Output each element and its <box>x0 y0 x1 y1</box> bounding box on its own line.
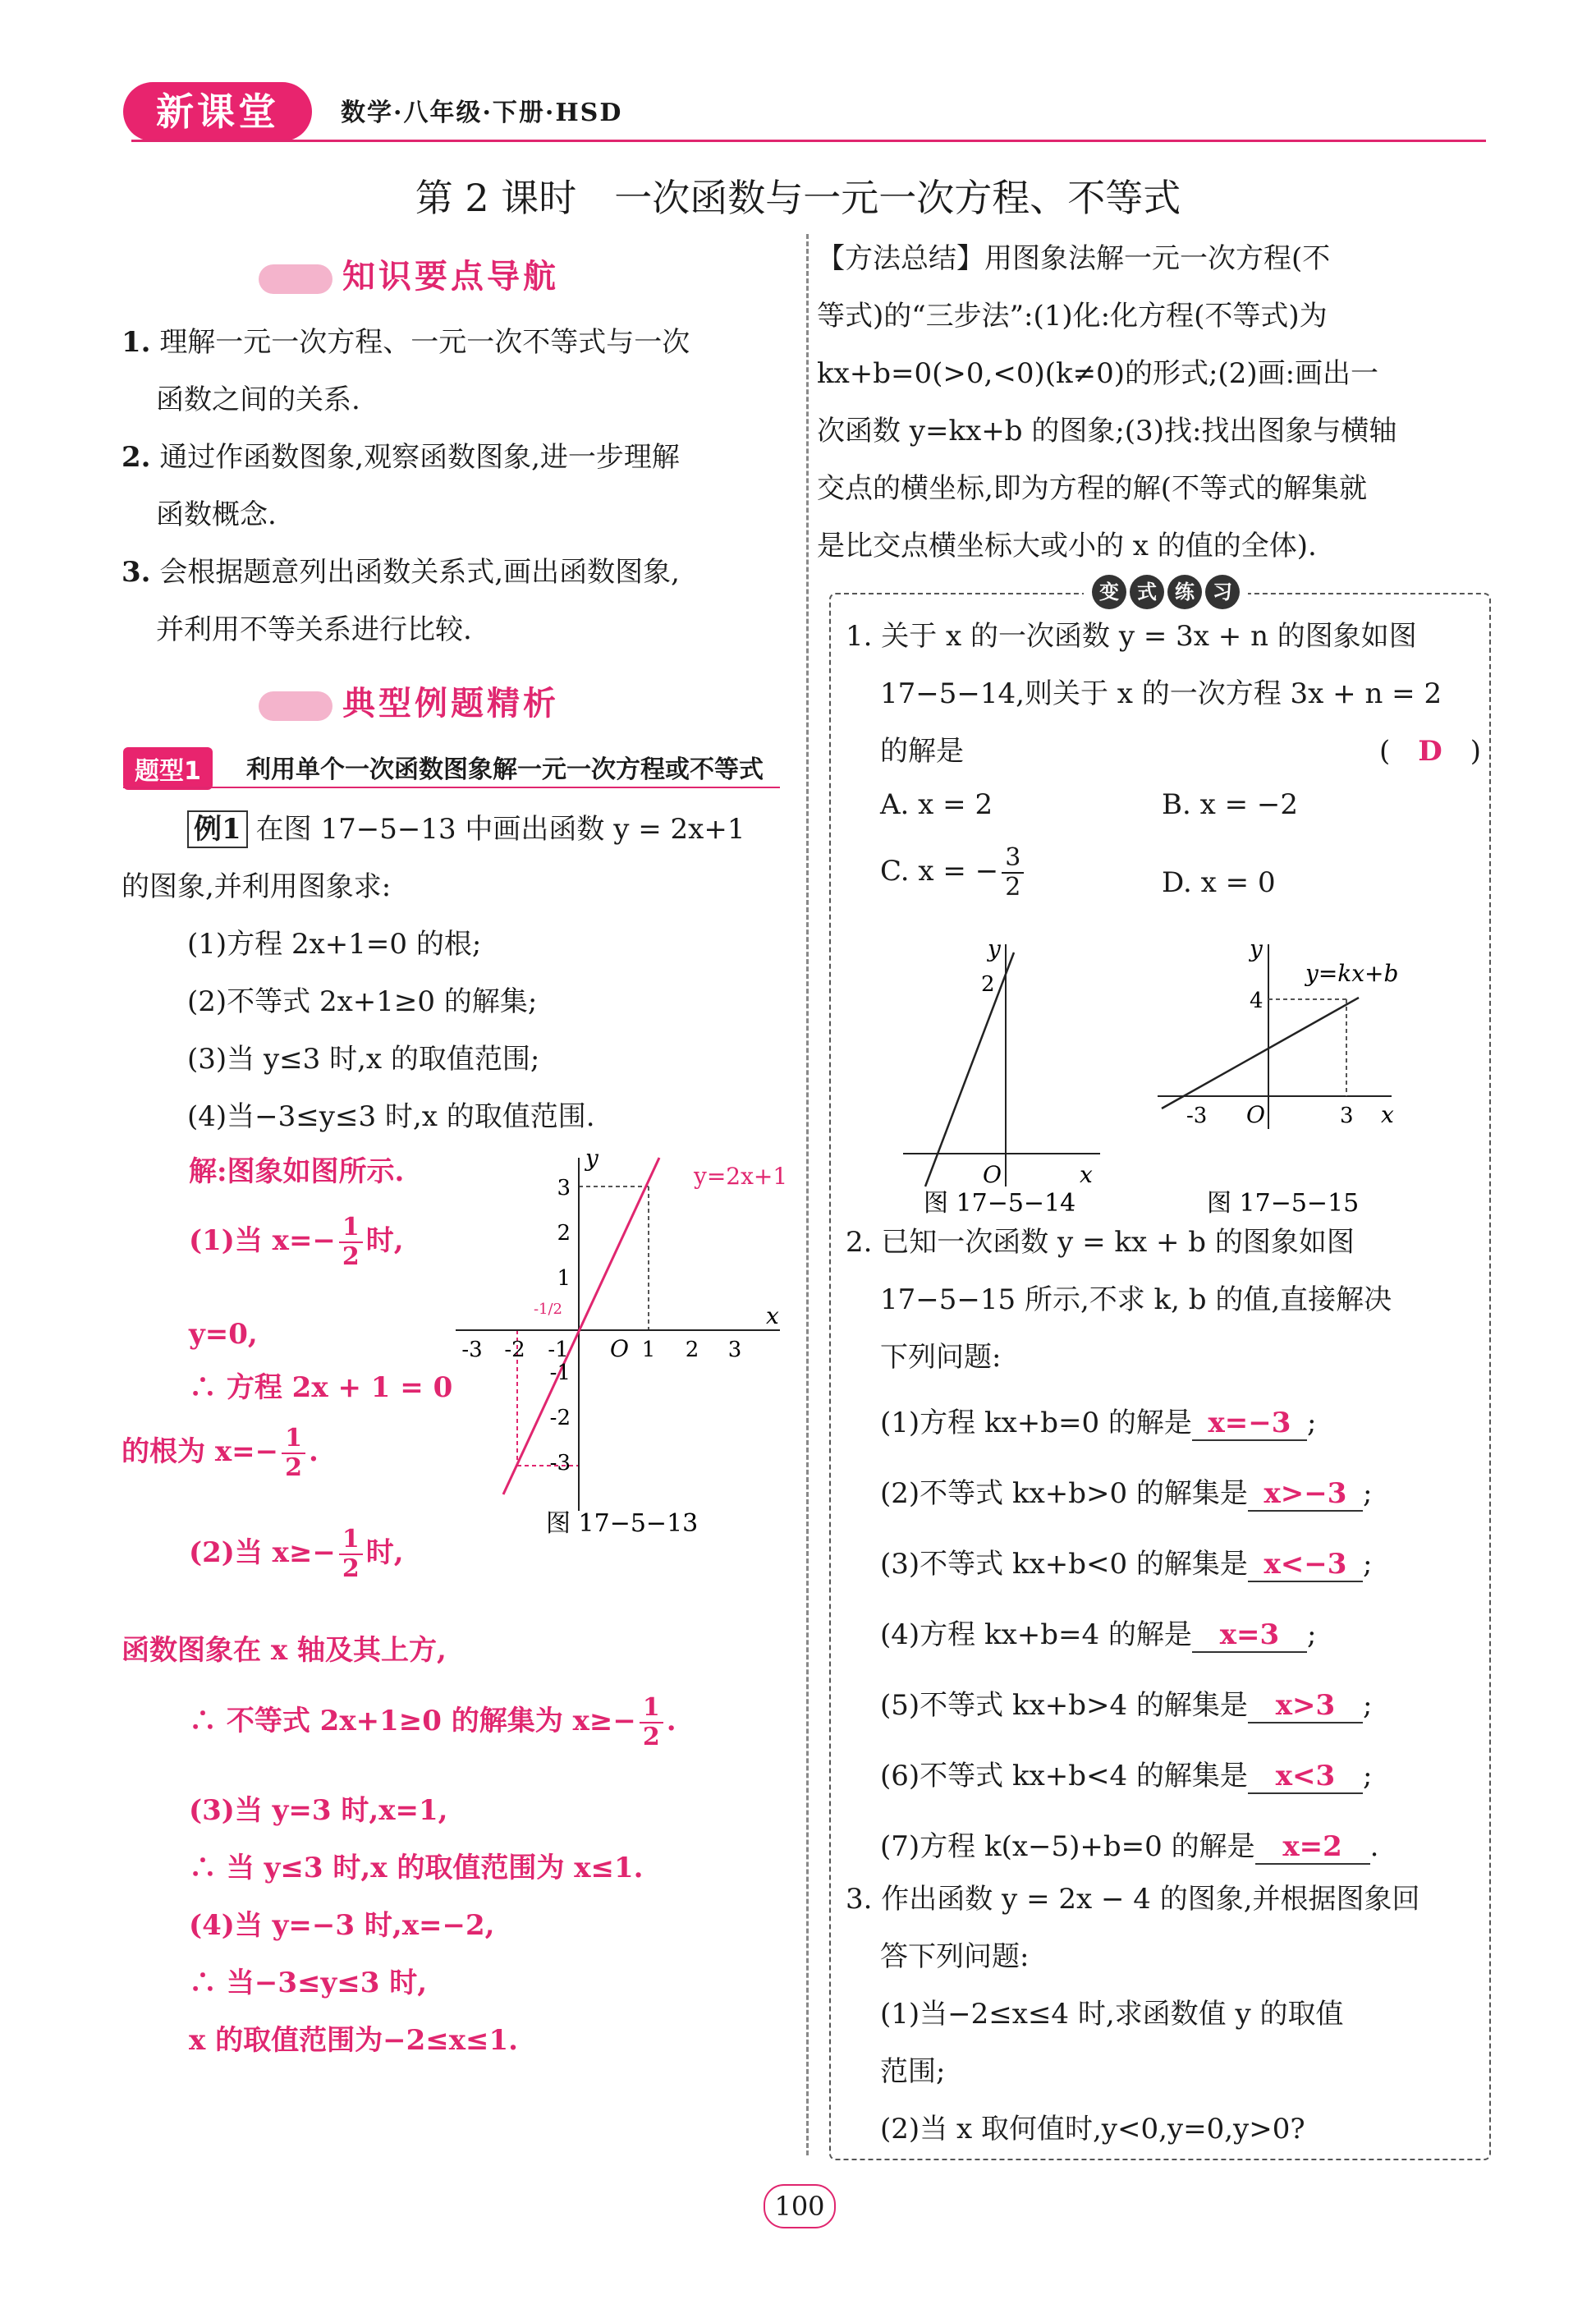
p3-line-3: (1)当−2≤x≤4 时,求函数值 y 的取值 <box>880 1998 1344 2031</box>
problem-2 <box>846 1214 1392 1386</box>
lesson-title: 第 2 课时 一次函数与一元一次方程、不等式 <box>415 176 1181 220</box>
solution-2d: ∴ 不等式 2x+1≥0 的解集为 x≥− $\frac{1}{2}$ . <box>189 1693 676 1751</box>
fig14-caption: 图 17−5−14 <box>924 1189 1076 1218</box>
solution-1e: 的根为 x=− $\frac{1}{2}$ . <box>122 1424 319 1482</box>
option-c[interactable]: C. x = − $\frac{3}{2}$ <box>880 844 1027 902</box>
p2-answer-7: x=2 <box>1255 1830 1370 1865</box>
p2-item-1: (1)方程 kx+b=0 的解是 x=−3 ; <box>880 1407 1317 1439</box>
fig13-half-mark: -1/2 <box>533 1301 562 1318</box>
line-y-2x-plus-1 <box>503 1158 659 1494</box>
books-icon <box>259 691 332 721</box>
method-line-5: 交点的横坐标,即为方程的解(不等式的解集就 <box>817 472 1368 505</box>
solution-4b: ∴ 当−3≤y≤3 时, <box>189 1967 428 1999</box>
xtick-1: 1 <box>641 1338 656 1362</box>
p3-line-2: 答下列问题: <box>880 1940 1030 1973</box>
fig14-tick-2: 2 <box>981 972 995 997</box>
fig15-func-label: y=kx+b <box>1305 960 1399 987</box>
book-icon <box>259 264 332 294</box>
problem-3 <box>846 1870 1420 2158</box>
type-underline <box>123 787 780 788</box>
fig15-y-label: y <box>1250 935 1263 962</box>
p2-item-7: (7)方程 k(x−5)+b=0 的解是 x=2 . <box>880 1830 1379 1863</box>
fig13-origin: O <box>610 1335 629 1362</box>
p2-item-5: (5)不等式 kx+b>4 的解集是 x>3 ; <box>880 1689 1373 1722</box>
p2-answer-2: x>−3 <box>1248 1477 1363 1512</box>
frac-half: $\frac{1}{2}$ <box>282 1425 305 1482</box>
knowledge-list <box>122 314 690 659</box>
p3-line-1: 3. 作出函数 y = 2x − 4 的图象,并根据图象回 <box>846 1883 1420 1916</box>
p2-item-2: (2)不等式 kx+b>0 的解集是 x>−3 ; <box>880 1477 1373 1510</box>
example1-q4: (4)当−3≤y≤3 时,x 的取值范围. <box>187 1100 595 1133</box>
fig14-x-label: x <box>1080 1161 1093 1188</box>
p2-item-6: (6)不等式 kx+b<4 的解集是 x<3 ; <box>880 1760 1373 1792</box>
figure-17-5-13 <box>447 1141 792 1544</box>
knowledge-item-2: 2. 通过作函数图象,观察函数图象,进一步理解 <box>122 441 680 474</box>
xtick-m1: -1 <box>548 1338 569 1362</box>
practice-tag: 变 式 练 习 <box>1084 575 1248 609</box>
solution-4c: x 的取值范围为−2≤x≤1. <box>189 2024 518 2057</box>
column-divider <box>806 234 809 2155</box>
type-text: 利用单个一次函数图象解一元一次方程或不等式 <box>246 755 764 784</box>
ytick-2: 2 <box>557 1221 571 1246</box>
fig15-tick-3: 3 <box>1340 1104 1354 1128</box>
method-line-2: 等式)的“三步法”:(1)化:化方程(不等式)为 <box>817 300 1328 333</box>
fig14-y-label: y <box>988 935 1001 962</box>
example-tag: 例1 <box>187 810 248 848</box>
header-rule <box>131 140 1486 142</box>
option-d[interactable]: D. x = 0 <box>1162 866 1276 899</box>
knowledge-item-2-cont: 函数概念. <box>156 498 277 531</box>
method-line-1: 【方法总结】用图象法解一元一次方程(不 <box>817 242 1331 275</box>
p1-line-2: 17−5−14,则关于 x 的一次方程 3x + n = 2 <box>880 677 1442 710</box>
method-line-3: kx+b=0(>0,<0)(k≠0)的形式;(2)画:画出一 <box>817 357 1379 390</box>
frac-half: $\frac{1}{2}$ <box>339 1526 363 1583</box>
p2-items <box>880 1388 1378 1882</box>
solution-3a: (3)当 y=3 时,x=1, <box>189 1794 448 1827</box>
fig15-tick-4: 4 <box>1250 989 1264 1013</box>
example1 <box>122 801 745 1145</box>
solution-1d: ∴ 方程 2x + 1 = 0 <box>189 1371 453 1404</box>
figure-17-5-14 <box>891 932 1129 1219</box>
knowledge-heading: 知识要点导航 <box>259 250 559 297</box>
problem-1 <box>846 608 1482 780</box>
xtick-m2: -2 <box>504 1338 525 1362</box>
knowledge-item-3-cont: 并利用不等关系进行比较. <box>156 613 472 646</box>
method-line-4: 次函数 y=kx+b 的图象;(3)找:找出图象与横轴 <box>817 415 1397 447</box>
p2-line-2: 17−5−15 所示,不求 k, b 的值,直接解决 <box>880 1283 1392 1316</box>
fig15-line <box>1162 998 1359 1108</box>
p1-answer: ( D ) <box>1379 735 1482 768</box>
fig13-caption: 图 17−5−13 <box>546 1509 699 1538</box>
example1-q2: (2)不等式 2x+1≥0 的解集; <box>187 985 538 1018</box>
xtick-m3: -3 <box>461 1338 483 1362</box>
xtick-2: 2 <box>685 1338 699 1362</box>
fig15-origin: O <box>1246 1101 1265 1128</box>
examples-heading: 典型例题精析 <box>259 677 559 724</box>
fig14-origin: O <box>983 1161 1002 1188</box>
ytick-m1: -1 <box>549 1361 571 1385</box>
p2-answer-5: x>3 <box>1248 1689 1363 1723</box>
frac-half: $\frac{1}{2}$ <box>640 1694 663 1751</box>
fig13-y-label: y <box>585 1145 598 1172</box>
p1-line-1: 1. 关于 x 的一次函数 y = 3x + n 的图象如图 <box>846 620 1417 653</box>
p2-answer-3: x<−3 <box>1248 1548 1363 1582</box>
knowledge-item-1: 1. 理解一元一次方程、一元一次不等式与一次 <box>122 326 690 359</box>
frac-three-halves: $\frac{3}{2}$ <box>1002 844 1024 902</box>
solution-3b: ∴ 当 y≤3 时,x 的取值范围为 x≤1. <box>189 1852 644 1884</box>
solution-2c: 函数图象在 x 轴及其上方, <box>122 1634 447 1667</box>
ytick-3: 3 <box>557 1176 571 1200</box>
p3-line-5: (2)当 x 取何值时,y<0,y=0,y>0? <box>880 2113 1305 2146</box>
fig13-x-ticks <box>461 1338 741 1362</box>
solution-4a: (4)当 y=−3 时,x=−2, <box>189 1909 495 1942</box>
solution-2a: (2)当 x≥− $\frac{1}{2}$ 时, <box>189 1525 404 1583</box>
method-summary <box>817 230 1396 575</box>
solution-3-4 <box>189 1782 643 2069</box>
p2-line-3: 下列问题: <box>880 1341 1002 1374</box>
p2-line-1: 2. 已知一次函数 y = kx + b 的图象如图 <box>846 1226 1355 1259</box>
fig14-line <box>925 952 1014 1186</box>
fig13-y-ticks <box>550 1176 571 1476</box>
fig13-x-label: x <box>766 1302 779 1329</box>
example1-stem: 例1 在图 17−5−13 中画出函数 y = 2x+1 <box>122 801 745 858</box>
example1-stem-2: 的图象,并利用图象求: <box>122 870 392 903</box>
p2-item-3: (3)不等式 kx+b<0 的解集是 x<−3 ; <box>880 1548 1373 1581</box>
logo: 新课堂 <box>123 82 312 141</box>
fig15-caption: 图 17−5−15 <box>1207 1189 1360 1218</box>
page-number: 100 <box>764 2184 836 2228</box>
frac-half: $\frac{1}{2}$ <box>339 1214 363 1271</box>
series-title: 数学·八年级·下册·HSD <box>341 99 623 127</box>
p2-answer-6: x<3 <box>1248 1760 1363 1794</box>
p3-line-4: 范围; <box>880 2055 946 2088</box>
example1-q1: (1)方程 2x+1=0 的根; <box>187 928 482 961</box>
xtick-3: 3 <box>727 1338 742 1362</box>
example1-q3: (3)当 y≤3 时,x 的取值范围; <box>187 1043 540 1076</box>
p2-answer-4: x=3 <box>1192 1618 1307 1653</box>
p1-line-3: 的解是 ( D ) <box>846 723 1442 780</box>
ytick-m3: -3 <box>549 1451 571 1476</box>
fig13-func-label: y=2x+1 <box>694 1163 788 1190</box>
knowledge-item-3: 3. 会根据题意列出函数关系式,画出函数图象, <box>122 556 680 589</box>
knowledge-item-1-cont: 函数之间的关系. <box>156 383 360 416</box>
p2-item-4: (4)方程 kx+b=4 的解是 x=3 ; <box>880 1618 1317 1651</box>
fig15-tick-m3: -3 <box>1186 1104 1208 1128</box>
option-a[interactable]: A. x = 2 <box>880 788 993 821</box>
method-line-6: 是比交点横坐标大或小的 x 的值的全体). <box>817 530 1317 562</box>
solution-1a: (1)当 x=− $\frac{1}{2}$ 时, <box>189 1213 404 1271</box>
ytick-m2: -2 <box>549 1406 571 1430</box>
figure-17-5-15 <box>1149 932 1412 1219</box>
solution-intro: 解:图象如图所示. <box>189 1155 405 1188</box>
fig15-x-label: x <box>1381 1101 1394 1128</box>
ytick-1: 1 <box>557 1266 571 1291</box>
option-b[interactable]: B. x = −2 <box>1162 788 1298 821</box>
solution-1c: y=0, <box>189 1318 258 1351</box>
type-tag: 题型1 <box>123 747 213 790</box>
p2-answer-1: x=−3 <box>1192 1407 1307 1441</box>
